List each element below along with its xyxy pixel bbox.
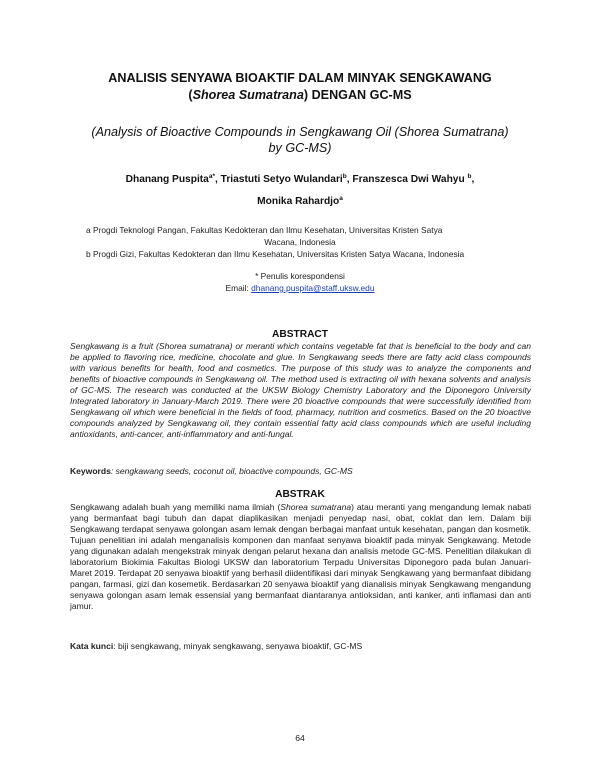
author-3: , Franszesca Dwi Wahyu	[346, 174, 465, 185]
title-line-1: ANALISIS SENYAWA BIOAKTIF DALAM MINYAK SENGKAWANG	[108, 71, 492, 85]
abstrak-species: Shorea sumatrana	[280, 502, 352, 512]
author-line-1: Dhanang Puspita$^{a*}$, Triastuti Setyo Wulandari$^b$, Franszesca Dwi Wahyu $^b$,	[125, 173, 475, 185]
affiliation-b: b Progdi Gizi, Fakultas Kedokteran dan Ilmu Kesehatan, Universitas Kristen Satya Wacana, Indonesia	[86, 249, 465, 259]
keywords-english	[70, 466, 531, 477]
abstrak-heading: ABSTRAK	[275, 489, 325, 500]
abstract-english-text: Sengkawang is a fruit (Shorea sumatrana) or meranti which contains vegetable fat that is beneficial to the body and can be applied to flavoring rice, medicine, chocolate and glue. In Sengkawang seeds there are fatty acid class compounds with various benefits for health, food and cosmetics. The purpose of this study was to analyze the components and benefits of bioactive compounds in Sengkawang oil. The method used is extracting oil with hexana solvents and analysis of GC-MS. The research was conducted at the UKSW Biology Chemistry Laboratory and the Diponegoro University Integrated laboratory in January-March 2019. There were 20 bioactive compounds that were successfully identified from Sengkawang oil which were beneficial in the fields of food, pharmacy, nutrition and cosmetics. Based on the 20 bioactive compounds analyzed by Sengkawang oil, they contain essential fatty acid class compounds which are useful including antioxidants, anti-cancer, anti-inflammatory and anti-fungal.	[70, 341, 531, 439]
page-number: 64	[295, 733, 305, 743]
paper-title	[40, 70, 560, 104]
abstract-indonesian-text: Sengkawang adalah buah yang memiliki nama ilmiah (Shorea sumatrana) atau meranti yang mengandung lemak nabati yang bermanfaat bagi tubuh dan dapat diaplikasikan menjadi penyedap nasi, obat, coklat dan lem. Dalam biji Sengkawang terdapat senyawa golongan asam lemak dengan berbagai manfaat untuk kesehatan, pangan dan kosmetik. Tujuan penelitian ini adalah menganalisis komponen dan manfaat senyawa bioaktif pada minyak Sengkawang. Metode yang digunakan adalah mengekstrak minyak dengan pelarut hexana dan analisis metode GC-MS. Penelitian dilakukan di laboratorium Biokimia Fakultas Biologi UKSW dan laboratorium Terpadu Universitas Diponegoro pada bulan Januari-Maret 2019. Terdapat 20 senyawa bioaktif yang berhasil diidentifikasi dari minyak Sengkawang yang bermanfaat dibidang pangan, farmasi, gizi dan kosemetik. Berdasarkan 20 senyawa bioaktif yang dianalisis minyak Sengkawang mengandung senyawa golongan asam lemak essensial yang bermanfaat diantaranya antioksidan, anti kanker, anti inflamasi dan anti jamur.	[70, 502, 531, 611]
author-2: , Triastuti Setyo Wulandari	[215, 174, 343, 185]
correspondence-label: * Penulis korespondensi	[255, 271, 345, 281]
keywords-indonesian	[70, 641, 531, 652]
affiliation-a-line-2: Wacana, Indonesia	[264, 237, 336, 247]
affiliation-a-line-1: a Progdi Teknologi Pangan, Fakultas Kedokteran dan Ilmu Kesehatan, Universitas Kristen Satya	[86, 225, 443, 235]
author-4: Monika Rahardjo	[257, 196, 340, 207]
subtitle-line-1: (Analysis of Bioactive Compounds in Sengkawang Oil (Shorea Sumatrana)	[91, 125, 509, 139]
author-1: Dhanang Puspita	[125, 174, 209, 185]
title-species: Shorea Sumatrana	[192, 88, 304, 102]
title-line-2: (Shorea Sumatrana) DENGAN GC-MS	[188, 88, 412, 102]
author-list	[40, 170, 560, 209]
author-line-2: Monika Rahardjo$^a$	[257, 195, 343, 207]
email-link[interactable]: dhanang.puspita@staff.uksw.edu	[251, 283, 375, 293]
abstract-heading: ABSTRACT	[271, 329, 329, 340]
correspondence-email: Email: dhanang.puspita@staff.uksw.edu	[225, 283, 375, 293]
kata-kunci-label: Kata kunci	[70, 641, 114, 651]
keywords-indonesian-text: : biji sengkawang, minyak sengkawang, senyawa bioaktif, GC-MS	[113, 641, 363, 651]
keywords-english-text: : sengkawang seeds, coconut oil, bioactive compounds, GC-MS	[110, 466, 353, 476]
keywords-label: Keywords	[70, 466, 111, 476]
paper-subtitle	[40, 124, 560, 156]
subtitle-line-2: by GC-MS)	[268, 141, 332, 155]
